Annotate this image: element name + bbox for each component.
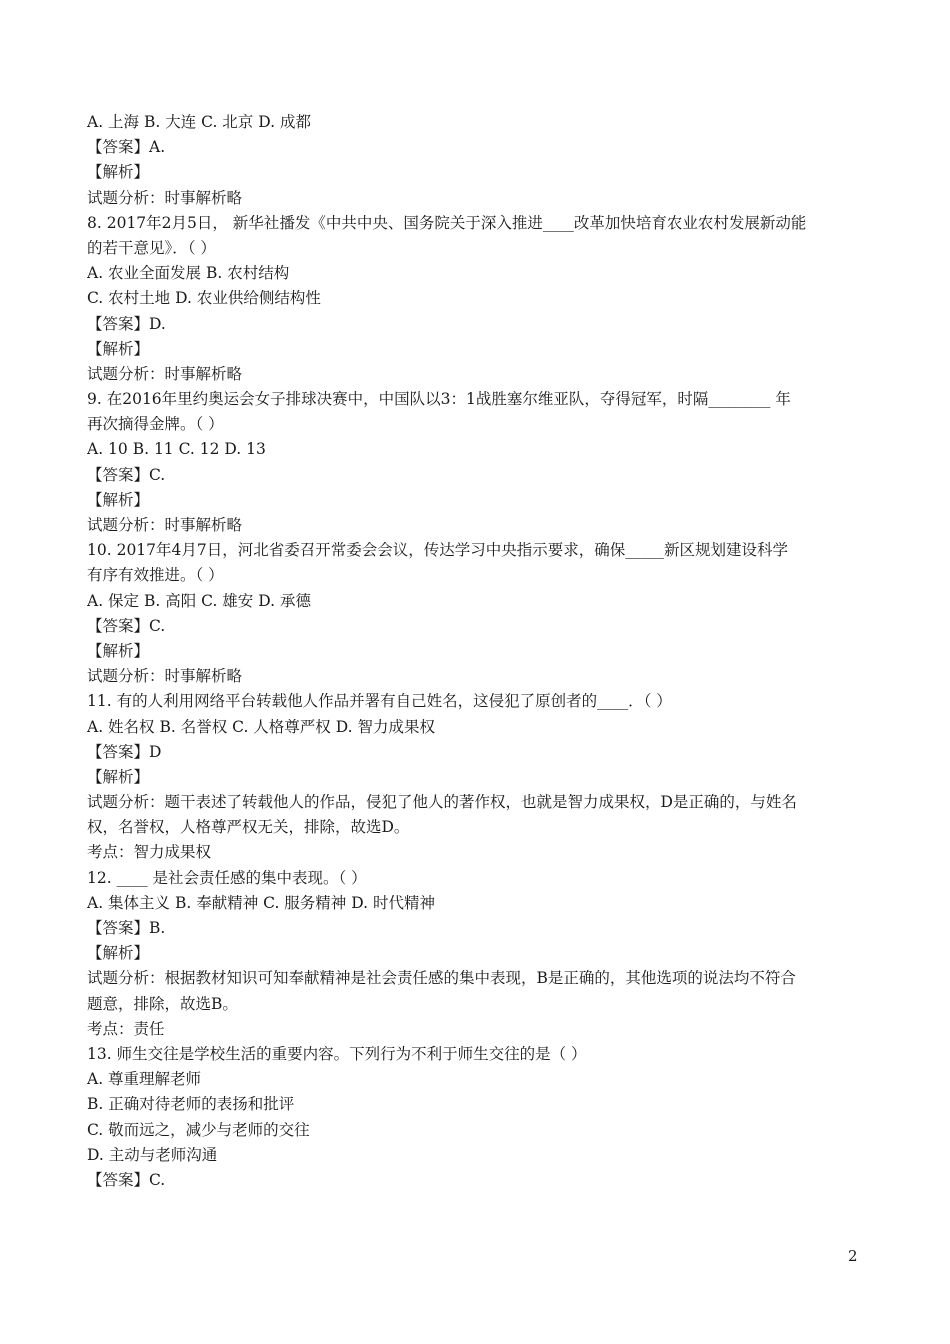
text-line: 11. 有的人利用网络平台转载他人作品并署有自己姓名，这侵犯了原创者的____．（ ）: [87, 692, 672, 711]
text-line: 的若干意见》．（ ）: [87, 238, 216, 257]
text-line: 【解析】: [87, 767, 150, 786]
text-line: 【答案】C.: [87, 616, 166, 635]
text-line: 【答案】C.: [87, 1170, 166, 1189]
text-line: A. 尊重理解老师: [87, 1070, 202, 1089]
text-line: A. 上海 B. 大连 C. 北京 D. 成都: [87, 113, 311, 131]
text-line: 【解析】: [87, 163, 150, 182]
text-line: 【答案】A.: [87, 138, 166, 157]
text-line: C. 农村土地 D. 农业供给侧结构性: [87, 289, 321, 308]
text-line: 权，名誉权，人格尊严权无关，排除，故选D。: [87, 818, 410, 837]
text-line: 【答案】D.: [87, 314, 166, 333]
text-line: A. 姓名权 B. 名誉权 C. 人格尊严权 D. 智力成果权: [87, 717, 435, 736]
text-line: A. 保定 B. 高阳 C. 雄安 D. 承德: [87, 591, 311, 610]
text-line: 有序有效推进。（ ）: [87, 566, 224, 585]
text-line: 试题分析：题干表述了转载他人的作品，侵犯了他人的著作权，也就是智力成果权，D是正确的，与姓名: [87, 793, 797, 812]
text-line: 试题分析：时事解析略: [87, 364, 243, 383]
text-line: B. 正确对待老师的表扬和批评: [87, 1095, 295, 1114]
text-line: 试题分析：时事解析略: [87, 516, 243, 534]
text-line: 【解析】: [87, 641, 150, 660]
text-line: 9. 在2016年里约奥运会女子排球决赛中，中国队以3：1战胜塞尔维亚队，夺得冠军，时隔________ 年: [87, 390, 791, 409]
text-line: 考点：责任: [87, 1019, 165, 1038]
text-line: 【解析】: [87, 944, 150, 963]
text-line: 试题分析：时事解析略: [87, 667, 243, 686]
text-line: 试题分析：时事解析略: [87, 188, 243, 207]
page-body: [87, 110, 877, 1193]
text-line: C. 敬而远之，减少与老师的交往: [87, 1120, 310, 1139]
text-line: 【解析】: [87, 490, 150, 509]
text-line: 【答案】C.: [87, 465, 166, 484]
text-line: 10. 2017年4月7日，河北省委召开常委会会议，传达学习中央指示要求，确保_____新区规划建设科学: [87, 541, 788, 560]
text-line: 考点：智力成果权: [87, 843, 212, 862]
text-line: 【答案】B.: [87, 919, 166, 937]
text-line: A. 集体主义 B. 奉献精神 C. 服务精神 D. 时代精神: [87, 893, 435, 912]
text-line: 试题分析：根据教材知识可知奉献精神是社会责任感的集中表现，B是正确的，其他选项的说法均不符合: [87, 969, 796, 988]
text-line: A. 农业全面发展 B. 农村结构: [87, 264, 290, 283]
text-line: 12. ____ 是社会责任感的集中表现。（ ）: [87, 868, 367, 887]
text-line: 题意，排除，故选B。: [87, 994, 238, 1013]
page-number: 2: [848, 1247, 858, 1265]
text-line: 13. 师生交往是学校生活的重要内容。下列行为不利于师生交往的是（ ）: [87, 1044, 587, 1063]
text-line: 【解析】: [87, 339, 150, 358]
text-line: 【答案】D: [87, 742, 162, 761]
text-line: A. 10 B. 11 C. 12 D. 13: [87, 440, 266, 459]
text-line: 再次摘得金牌。（ ）: [87, 415, 224, 434]
text-line: D. 主动与老师沟通: [87, 1145, 218, 1164]
text-line: 8. 2017年2月5日， 新华社播发《中共中央、国务院关于深入推进____改革加快培育农业农村发展新动能: [87, 213, 807, 232]
